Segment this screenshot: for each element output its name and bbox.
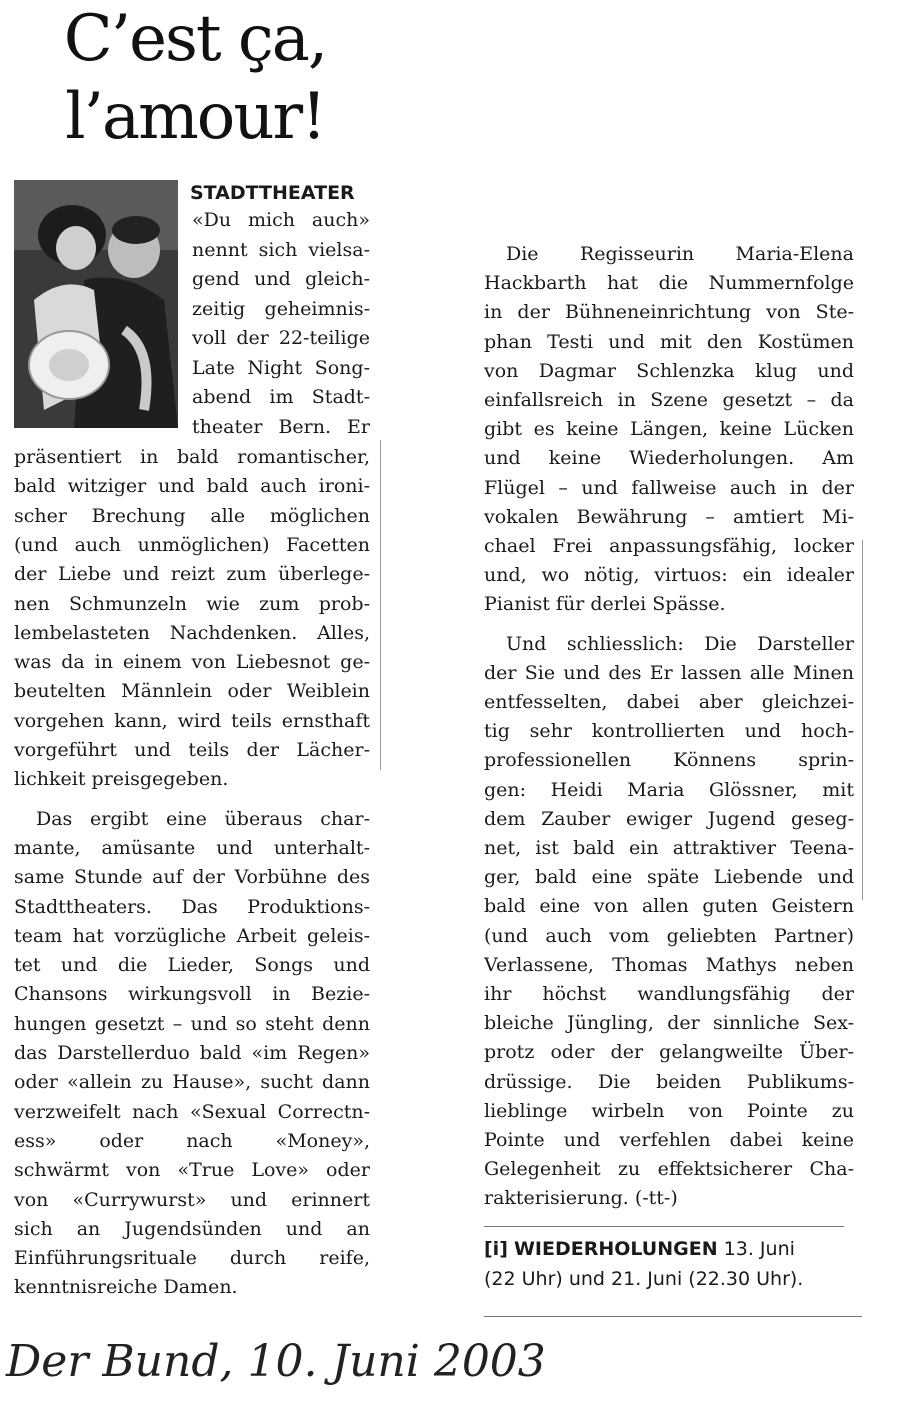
text-line: Einführungsrituale durch reife, xyxy=(14,1247,370,1270)
text-line: ger, bald eine späte Liebende und xyxy=(484,866,854,889)
text-line: gibt es keine Längen, keine Lücken xyxy=(484,418,854,441)
text-line: schwärmt von «True Love» oder xyxy=(14,1159,370,1182)
text-line: rakterisierung. (-tt-) xyxy=(484,1187,678,1210)
text-line: in der Bühneneinrichtung von Ste- xyxy=(484,301,854,324)
text-line: Das ergibt eine überaus char- xyxy=(36,807,370,830)
text-line: dem Zauber ewiger Jugend geseg- xyxy=(484,807,854,830)
info-marker: [i] xyxy=(484,1238,508,1260)
headline-line-2: l’amour! xyxy=(65,80,325,154)
text-line: von Dagmar Schlenzka klug und xyxy=(484,359,854,382)
text-line: Hackbarth hat die Nummernfolge xyxy=(484,272,854,295)
text-line: same Stunde auf der Vorbühne des xyxy=(14,866,370,889)
text-line: net, ist bald ein attraktiver Teena- xyxy=(484,837,854,859)
text-line: ess» oder nach «Money», xyxy=(14,1129,370,1152)
text-line: lichkeit preisgegeben. xyxy=(14,768,229,791)
text-line: bleiche Jüngling, der sinnliche Sex- xyxy=(484,1012,854,1035)
text-line: scher Brechung alle möglichen xyxy=(14,504,370,527)
text-line: kenntnisreiche Damen. xyxy=(14,1276,238,1299)
text-line: Pianist für derlei Spässe. xyxy=(484,593,726,616)
text-line: team hat vorzügliche Arbeit geleis- xyxy=(14,924,370,947)
text-line: verzweifelt nach «Sexual Correctn- xyxy=(14,1100,370,1123)
text-line: chael Frei anpassungsfähig, locker xyxy=(484,535,854,557)
text-line: protz oder der gelangweilte Über- xyxy=(484,1041,854,1064)
text-line: einfallsreich in Szene gesetzt – da xyxy=(484,389,854,411)
text-line: oder «allein zu Hause», sucht dann xyxy=(14,1071,370,1094)
text-line: das Darstellerduo bald «im Regen» xyxy=(14,1042,370,1064)
text-line: der Sie und des Er lassen alle Minen xyxy=(484,661,854,684)
text-line: Chansons wirkungsvoll in Bezie- xyxy=(14,983,370,1006)
text-line: Flügel – und fallweise auch in der xyxy=(484,476,854,499)
text-line: präsentiert in bald romantischer, xyxy=(14,446,370,468)
text-line: nennt sich vielsa- xyxy=(192,238,370,261)
text-line: phan Testi und mit den Kostümen xyxy=(484,330,854,353)
text-line: gend und gleich- xyxy=(192,268,370,290)
info-bottom-rule xyxy=(484,1316,862,1317)
text-line: von «Currywurst» und erinnert xyxy=(14,1188,370,1211)
text-line: tig sehr kontrollierten und hoch- xyxy=(484,720,854,743)
text-line: Gelegenheit zu effektsicherer Cha- xyxy=(484,1158,854,1181)
text-line: mante, amüsante und unterhalt- xyxy=(14,836,370,859)
headline-line-1: C’est ça, xyxy=(63,2,327,76)
column-rule xyxy=(380,440,381,770)
text-line: und keine Wiederholungen. Am xyxy=(484,447,854,470)
text-line: vorgeführt und teils der Lächer- xyxy=(14,739,370,761)
text-line: Die Regisseurin Maria-Elena xyxy=(506,243,854,265)
text-line: (und auch vom geliebten Partner) xyxy=(484,924,854,947)
text-line: der Liebe und reizt zum überlege- xyxy=(14,563,370,586)
text-line: tet und die Lieder, Songs und xyxy=(14,954,370,977)
text-line: zeitig geheimnis- xyxy=(192,297,370,320)
info-line-2: (22 Uhr) und 21. Juni (22.30 Uhr). xyxy=(484,1268,804,1290)
text-line: Pointe und verfehlen dabei keine xyxy=(484,1129,854,1151)
text-line: vorgehen kann, wird teils ernsthaft xyxy=(14,709,370,732)
text-line: entfesselten, dabei aber gleichzei- xyxy=(484,691,854,713)
text-line: bald eine von allen guten Geistern xyxy=(484,895,854,918)
info-label: WIEDERHOLUNGEN xyxy=(513,1238,718,1260)
text-line: voll der 22-teilige xyxy=(192,327,370,349)
text-line: theater Bern. Er xyxy=(192,415,370,438)
text-line: (und auch unmöglichen) Facetten xyxy=(14,533,370,556)
handwritten-source-note xyxy=(0,1318,897,1408)
text-line: bald witziger und bald auch ironi- xyxy=(14,475,370,498)
text-line: nen Schmunzeln wie zum prob- xyxy=(14,592,370,615)
info-box xyxy=(484,1234,803,1294)
text-line: Und schliesslich: Die Darsteller xyxy=(506,632,854,655)
column-rule-right xyxy=(862,540,863,900)
text-line: «Du mich auch» xyxy=(192,209,370,231)
text-line: was da in einem von Liebesnot ge- xyxy=(14,651,370,674)
text-line: lembelasteten Nachdenken. Alles, xyxy=(14,621,370,644)
text-line: beutelten Männlein oder Weiblein xyxy=(14,680,370,703)
text-line: lieblinge wirbeln von Pointe zu xyxy=(484,1099,854,1122)
text-line: und, wo nötig, virtuos: ein idealer xyxy=(484,564,854,587)
text-line: drüssige. Die beiden Publikums- xyxy=(484,1070,854,1093)
info-line-1 xyxy=(484,1234,803,1264)
info-top-rule xyxy=(484,1226,844,1227)
text-line: Late Night Song- xyxy=(192,356,370,379)
info-date: 13. Juni xyxy=(723,1238,795,1260)
text-line: vokalen Bewährung – amtiert Mi- xyxy=(484,505,854,528)
text-line: Stadttheaters. Das Produktions- xyxy=(14,895,370,918)
handwritten-text: Der Bund, 10. Juni 2003 xyxy=(6,1336,546,1387)
text-line: professionellen Könnens sprin- xyxy=(484,749,854,772)
article-photo xyxy=(14,180,178,428)
text-line: hungen gesetzt – und so steht denn xyxy=(14,1012,370,1035)
headline xyxy=(40,0,350,156)
section-kicker: STADTTHEATER xyxy=(190,182,355,204)
text-line: Verlassene, Thomas Mathys neben xyxy=(484,953,854,976)
text-line: sich an Jugendsünden und an xyxy=(14,1217,370,1240)
text-line: ihr höchst wandlungsfähig der xyxy=(484,983,854,1005)
text-line: abend im Stadt- xyxy=(192,386,370,408)
text-line: gen: Heidi Maria Glössner, mit xyxy=(484,778,854,801)
